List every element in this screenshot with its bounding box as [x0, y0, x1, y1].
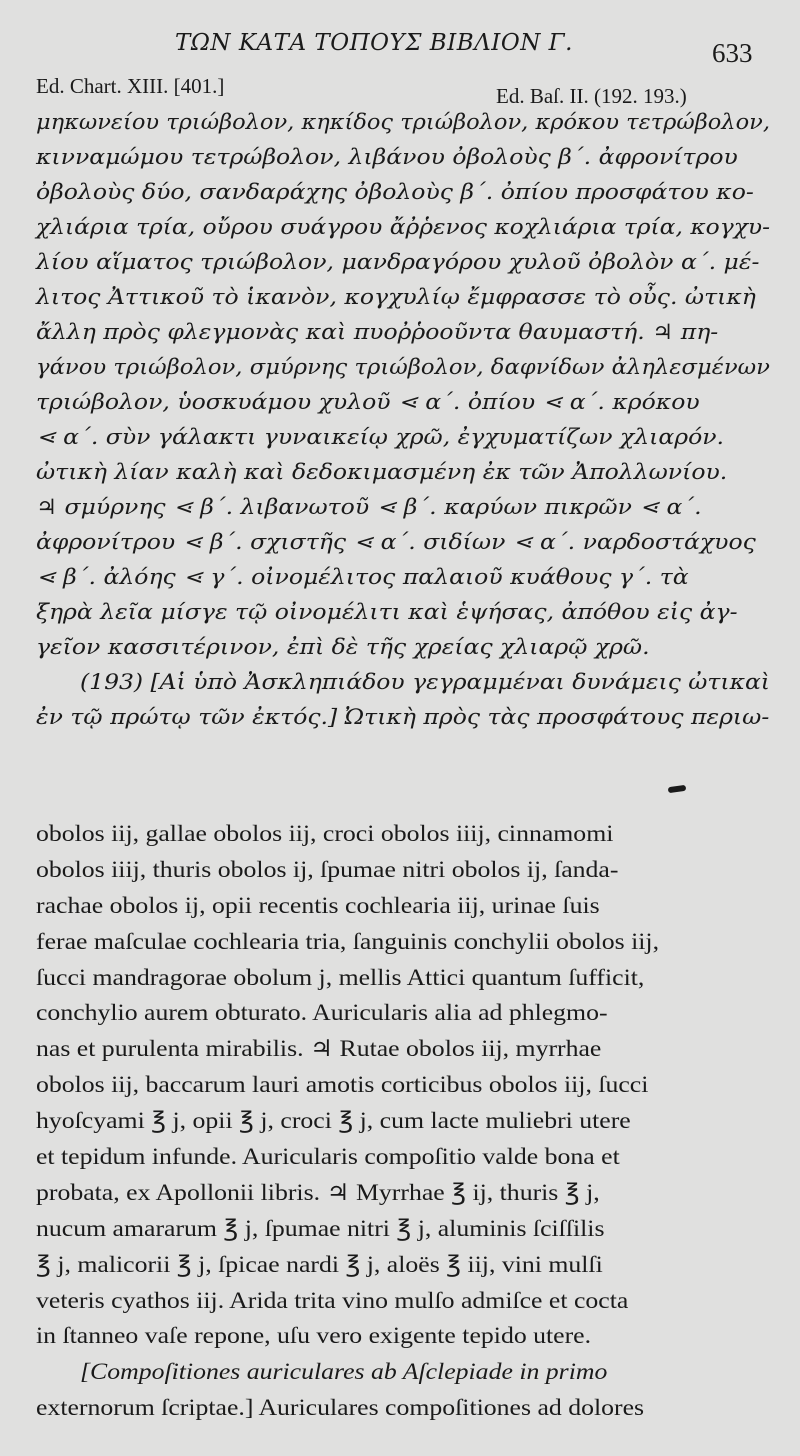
edition-reference-chartier: Ed. Chart. XIII. [401.]	[36, 74, 225, 98]
page-number: 633	[712, 38, 753, 68]
latin-line: et tepidum infunde. Auricularis compoſitio valde bona et	[36, 1144, 620, 1170]
latin-line: in ſtanneo vaſe repone, uſu vero exigente tepido utere.	[36, 1323, 592, 1349]
greek-line: κινναμώμου τετρώβολον, λιβάνου ὀβολοὺς β΄. ἀφρονίτρου	[36, 145, 738, 169]
greek-line: τριώβολον, ὑοσκυάμου χυλοῦ ⋖ α΄. ὀπίου ⋖ α΄. κρόκου	[36, 390, 700, 414]
greek-line: ⋖ α΄. σὺν γάλακτι γυναικείῳ χρῶ, ἐγχυματίζων χλιαρόν.	[36, 425, 725, 449]
greek-line: μηκωνείου τριώβολον, κηκίδος τριώβολον, κρόκου τετρώβολον,	[36, 110, 770, 134]
greek-line: ὀβολοὺς δύο, σανδαράχης ὀβολοὺς β΄. ὀπίου προσφάτου κο-	[36, 180, 754, 204]
latin-line: ſucci mandragorae obolum j, mellis Attici quantum ſufficit,	[36, 964, 645, 990]
greek-line: λίου αἵματος τριώβολον, μανδραγόρου χυλοῦ ὀβολὸν α΄. μέ-	[36, 250, 760, 274]
latin-line: conchylio aurem obturato. Auricularis alia ad phlegmo-	[36, 1000, 608, 1026]
greek-line: γάνου τριώβολον, σμύρνης τριώβολον, δαφνίδων ἀληλεσμένων	[36, 355, 770, 379]
latin-line: veteris cyathos iij. Arida trita vino mulſo admiſce et cocta	[36, 1287, 629, 1313]
greek-line: λιτος Ἀττικοῦ τὸ ἱκανὸν, κογχυλίῳ ἔμφρασσε τὸ οὖς. ὠτικὴ	[36, 285, 756, 309]
greek-line: (193) [Αἱ ὑπὸ Ἀσκληπιάδου γεγραμμέναι δυνάμεις ὠτικαὶ	[80, 670, 771, 694]
greek-text-block	[36, 105, 772, 735]
greek-line: ♃ σμύρνης ⋖ β΄. λιβανωτοῦ ⋖ β΄. καρύων πικρῶν ⋖ α΄.	[36, 495, 702, 519]
latin-line: obolos iiij, thuris obolos ij, ſpumae nitri obolos ij, ſanda-	[36, 856, 619, 882]
greek-line: ξηρὰ λεῖα μίσγε τῷ οἰνομέλιτι καὶ ἑψήσας, ἀπόθου εἰς ἀγ-	[36, 600, 738, 624]
greek-line: χλιάρια τρία, οὔρου συάγρου ἄῤῥενος κοχλιάρια τρία, κογχυ-	[36, 215, 770, 239]
latin-line: nucum amararum ℥ j, ſpumae nitri ℥ j, aluminis ſciſſilis	[36, 1215, 605, 1241]
latin-line: ferae maſculae cochlearia tria, ſanguinis conchylii obolos iij,	[36, 928, 660, 954]
latin-line: obolos iij, baccarum lauri amotis corticibus obolos iij, ſucci	[36, 1072, 649, 1098]
greek-line: ἐν τῷ πρώτῳ τῶν ἐκτός.] Ὠτικὴ πρὸς τὰς προσφάτους περιω-	[36, 705, 770, 729]
latin-line: [Compoſitiones auriculares ab Aſclepiade in primo	[80, 1359, 608, 1385]
latin-line: obolos iij, gallae obolos iij, croci obolos iiij, cinnamomi	[36, 821, 614, 846]
greek-line: ὠτικὴ λίαν καλὴ καὶ δεδοκιμασμένη ἐκ τῶν Ἀπολλωνίου.	[36, 460, 728, 484]
ink-mark	[668, 785, 687, 793]
greek-line: ἀφρονίτρου ⋖ β΄. σχιστῆς ⋖ α΄. σιδίων ⋖ α΄. ναρδοστάχυος	[36, 530, 756, 554]
latin-line: nas et purulenta mirabilis. ♃ Rutae obolos iij, myrrhae	[36, 1036, 602, 1062]
latin-line: externorum ſcriptae.] Auriculares compoſitiones ad dolores	[36, 1395, 645, 1421]
greek-line: γεῖον κασσιτέρινον, ἐπὶ δὲ τῆς χρείας χλιαρῷ χρῶ.	[36, 635, 650, 659]
latin-text-block	[36, 816, 772, 1426]
latin-line: hyoſcyami ℥ j, opii ℥ j, croci ℥ j, cum lacte muliebri utere	[36, 1108, 631, 1134]
greek-line: ἄλλη πρὸς φλεγμονὰς καὶ πυοῤῥοοῦντα θαυμαστή. ♃ πη-	[36, 320, 719, 344]
edition-reference-basel: Ed. Baſ. II. (192. 193.)	[496, 84, 687, 108]
latin-line: ℥ j, malicorii ℥ j, ſpicae nardi ℥ j, aloës ℥ iij, vini mulſi	[36, 1251, 603, 1277]
greek-line: ⋖ β΄. ἀλόης ⋖ γ΄. οἰνομέλιτος παλαιοῦ κυάθους γ΄. τὰ	[36, 565, 689, 589]
latin-line: rachae obolos ij, opii recentis cochlearia iij, urinae ſuis	[36, 892, 600, 918]
latin-line: probata, ex Apollonii libris. ♃ Myrrhae ℥ ij, thuris ℥ j,	[36, 1179, 600, 1205]
running-title: ΤΩΝ ΚΑΤΑ ΤΟΠΟΥΣ ΒΙΒΛΙΟΝ Γ.	[175, 30, 573, 56]
